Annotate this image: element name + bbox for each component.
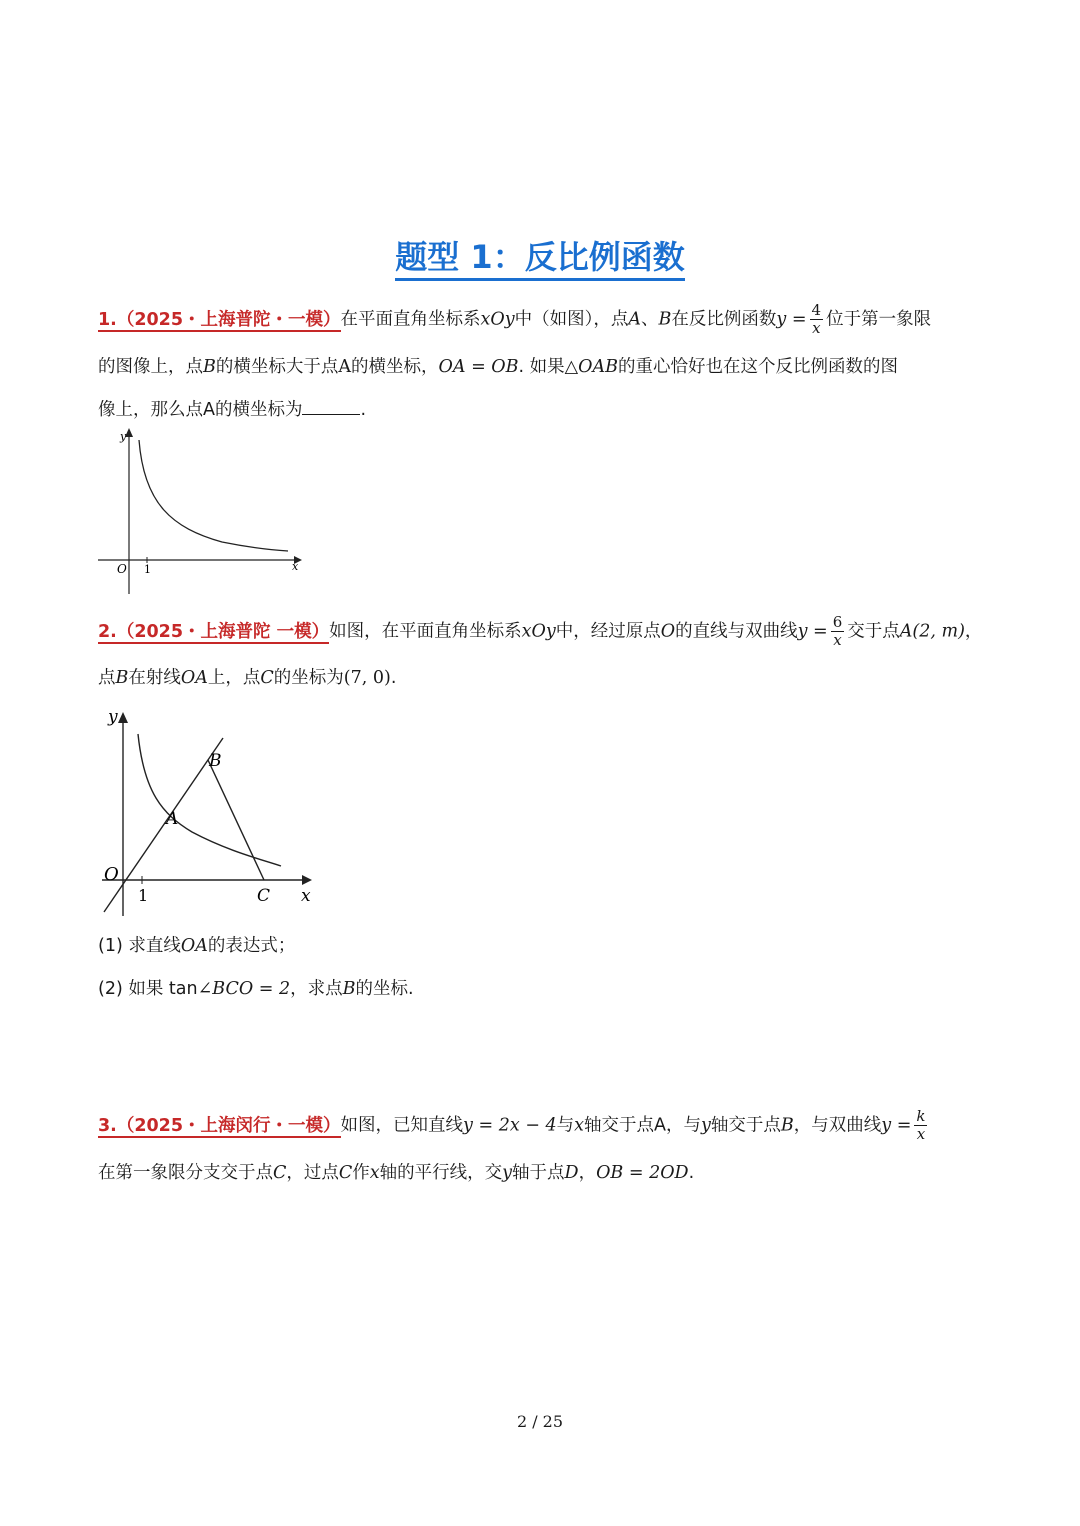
q1-fraction: $\frac{4}{x}$ (811, 301, 822, 337)
q3-line-2: 在第一象限分支交于点C，过点C作x轴的平行线，交y轴于点D，OB = 2OD. (98, 1163, 695, 1183)
q2-x-arrow (302, 875, 312, 885)
q2-fraction: $\frac{6}{x}$ (832, 613, 843, 649)
q3-line-1: 3.（2025・上海闵行・一模）如图，已知直线y = 2x − 4与x轴交于点A，与y轴交于点B，与双曲线y = $\frac{k}{x}$ (98, 1107, 926, 1143)
page-number: 2 / 25 (516, 1412, 564, 1431)
q2-x-label: x (301, 886, 311, 906)
q1-line-2: 的图像上，点B的横坐标大于点A的横坐标，OA = OB. 如果△OAB的重心恰好也在这个反比例函数的图 (98, 357, 898, 377)
q2-origin-label: O (104, 864, 119, 885)
q1-x-label: x (292, 560, 299, 573)
q2-point-c-label: C (257, 886, 271, 906)
section-title: 题型 1：反比例函数 (0, 232, 1080, 278)
q2-line-oa (104, 738, 223, 912)
q2-point-b-label: B (209, 751, 222, 771)
q2-line-2: 点B在射线OA上，点C的坐标为(7, 0). (98, 668, 397, 688)
q1-line-1: 1.（2025・上海普陀・一模）在平面直角坐标系xOy中（如图），点A、B在反比例函数y = $\frac{4}{x}$ 位于第一象限 (98, 301, 932, 337)
q2-y-label: y (108, 707, 118, 727)
q2-subquestion-2: (2) 如果 tan∠BCO = 2，求点B的坐标. (98, 979, 414, 999)
q2-y-arrow (118, 712, 128, 723)
q2-figure (96, 702, 326, 920)
q2-source: 2.（2025・上海普陀 一模） (98, 621, 330, 642)
q1-line-3: 像上，那么点A的横坐标为 . (98, 400, 367, 420)
q1-source: 1.（2025・上海普陀・一模） (98, 309, 341, 330)
q2-line-1: 2.（2025・上海普陀 一模）如图，在平面直角坐标系xOy中，经过原点O的直线与双曲线y = $\frac{6}{x}$ 交于点A(2, m)， (98, 613, 983, 649)
q2-one-label: 1 (138, 886, 149, 905)
q2-segment-bc (208, 760, 264, 880)
q1-figure (92, 424, 312, 600)
q1-origin-label: O (117, 562, 127, 576)
q3-source: 3.（2025・上海闵行・一模） (98, 1115, 341, 1136)
q1-y-label: y (120, 430, 127, 443)
q1-hyperbola (139, 440, 288, 551)
q1-one-label: 1 (144, 563, 151, 576)
q3-fraction: $\frac{k}{x}$ (916, 1107, 926, 1143)
q2-subquestion-1: (1) 求直线OA的表达式； (98, 936, 296, 956)
answer-blank (302, 398, 360, 415)
q2-point-a-label: A (166, 809, 179, 829)
